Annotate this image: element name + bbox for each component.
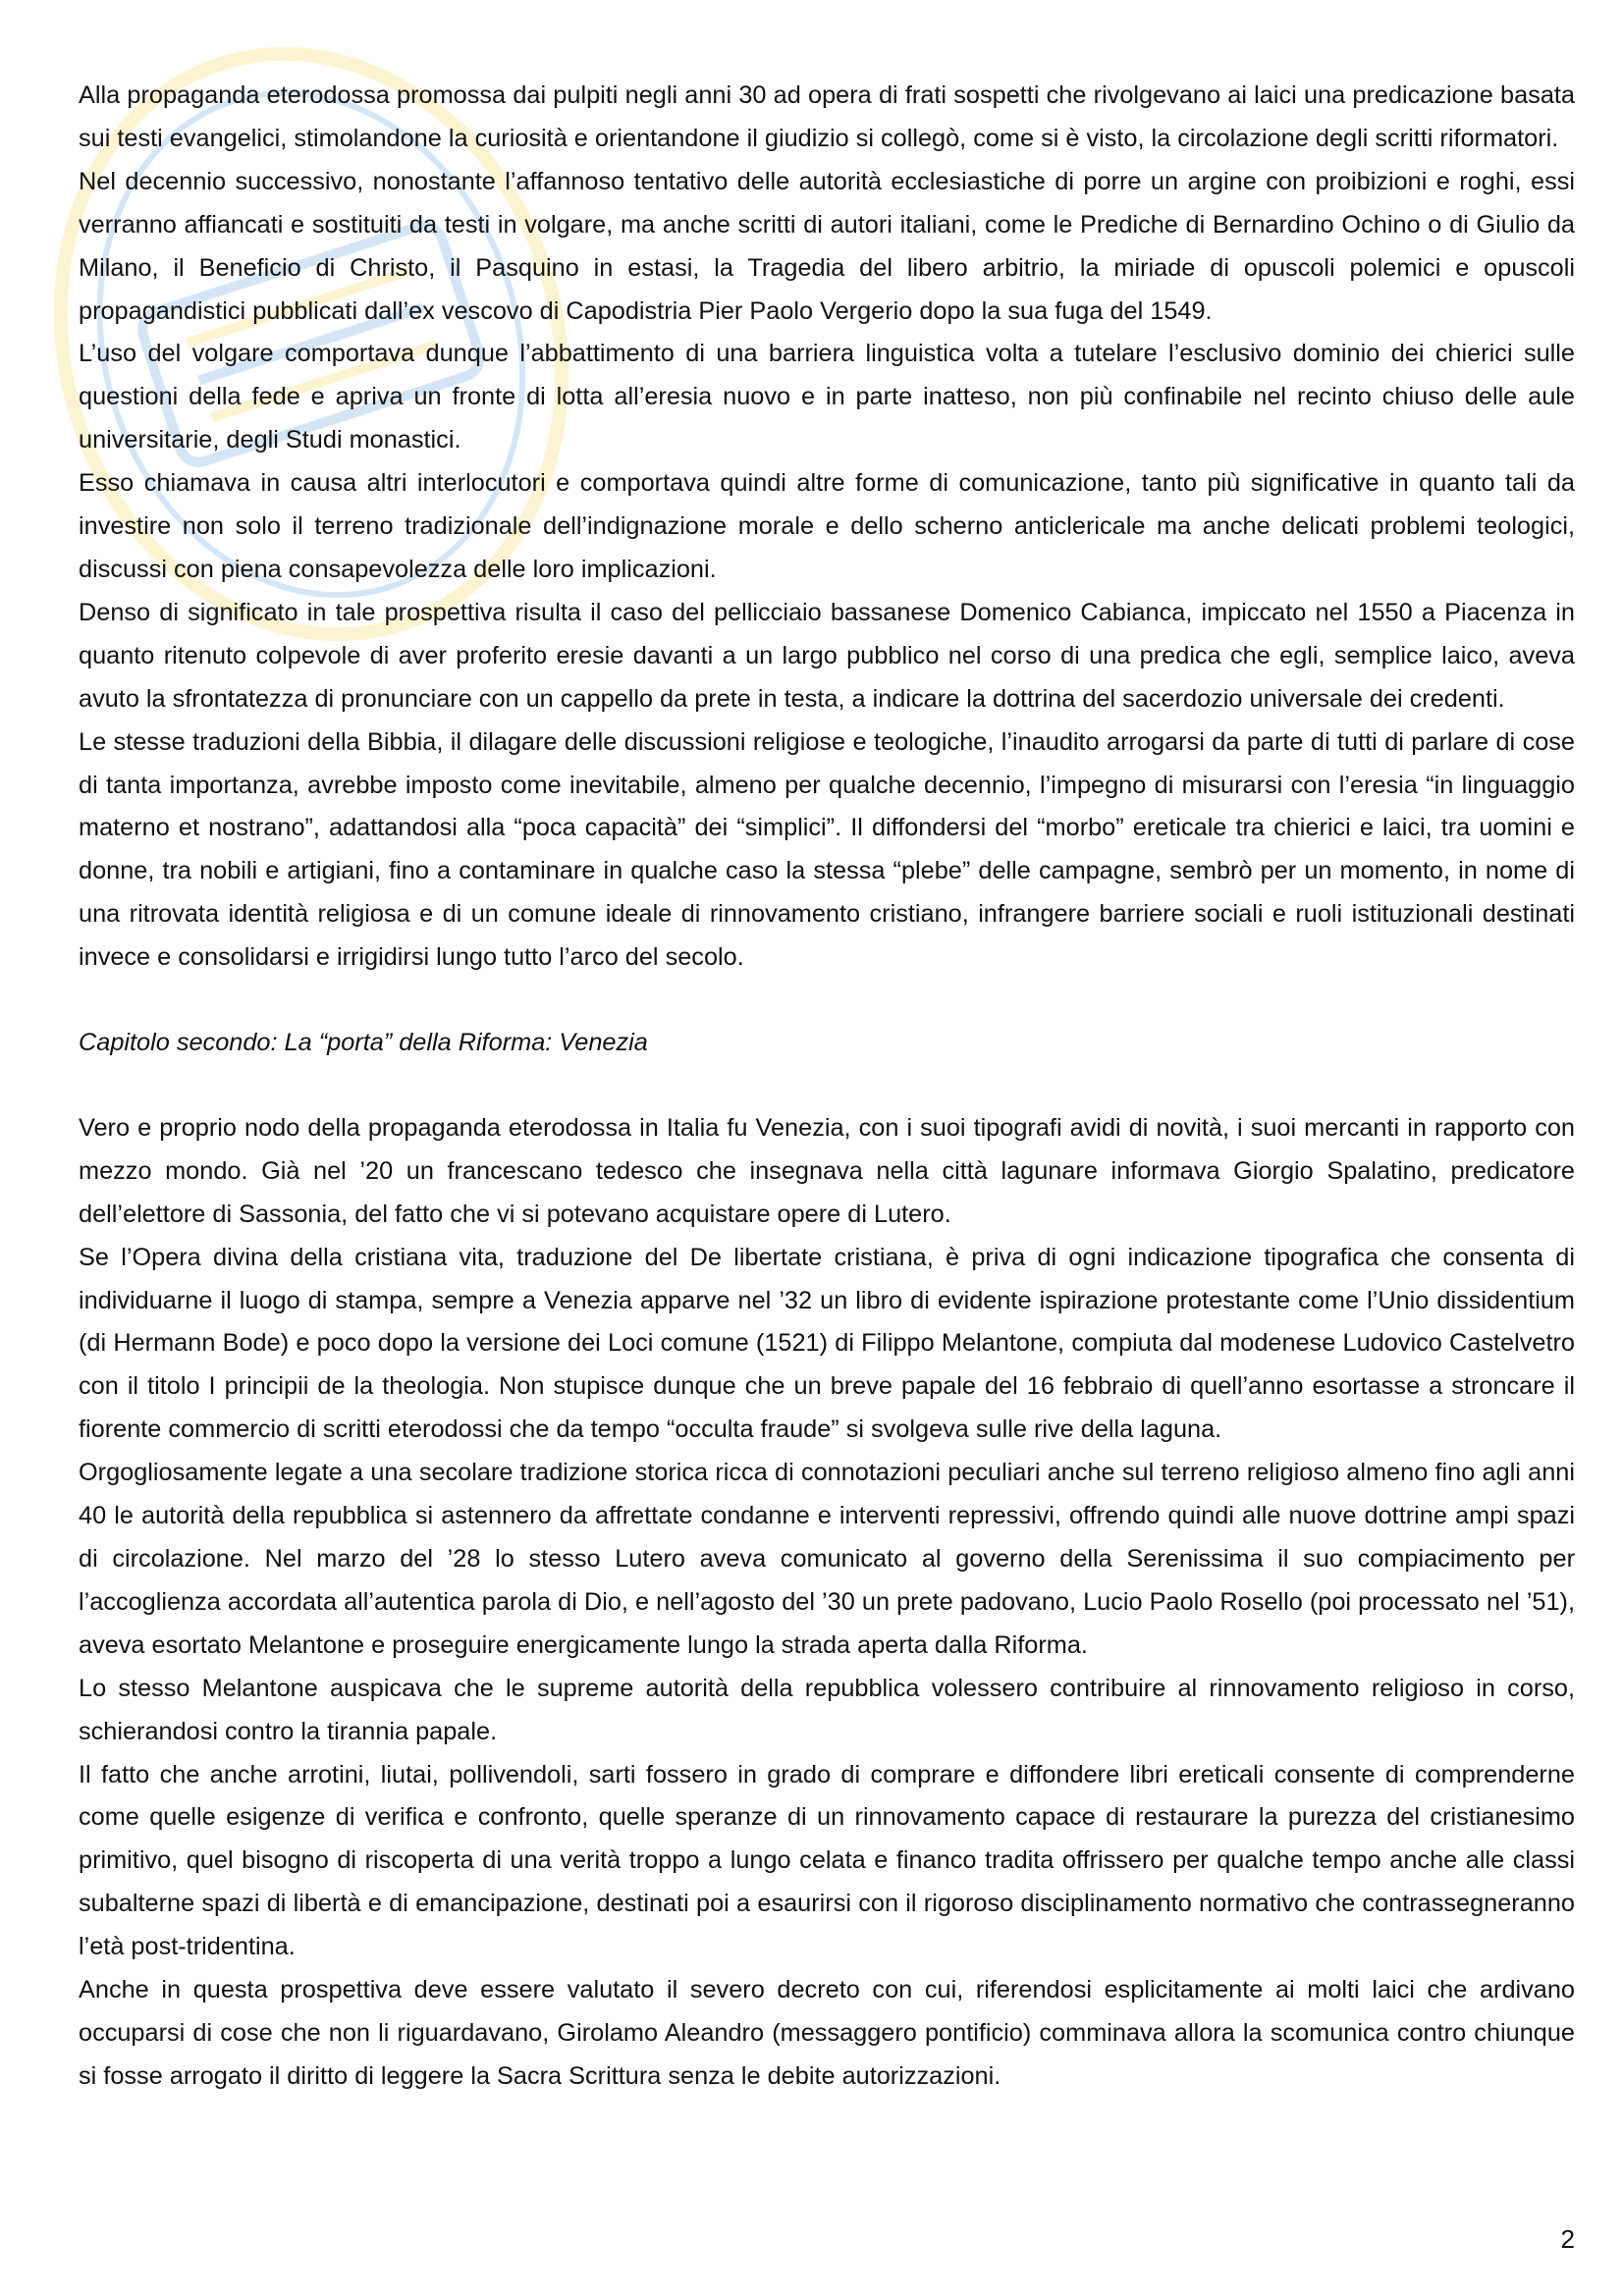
paragraph: L’uso del volgare comportava dunque l’abbattimento di una barriera linguistica volta a tutelare l’esclusivo dominio dei chierici sulle questioni della fede e apriva un fronte di lotta all’eresia nuovo e in parte inatteso, non più confinabile nel recinto chiuso delle aule universitarie, degli Studi monastici. <box>79 340 1575 454</box>
paragraph: Anche in questa prospettiva deve essere valutato il severo decreto con cui, riferendosi esplicitamente ai molti laici che ardivano occuparsi di cose che non li riguardavano, Girolamo Aleandro (messaggero pontificio) comminava allora la scomunica contro chiunque si fosse arrogato il diritto di leggere la Sacra Scrittura senza le debite autorizzazioni. <box>79 1976 1575 2090</box>
paragraph: Esso chiamava in causa altri interlocutori e comportava quindi altre forme di comunicazione, tanto più significative in quanto tali da investire non solo il terreno tradizionale dell’indignazione morale e dello scherno anticlericale ma anche delicati problemi teologici, discussi con piena consapevolezza delle loro implicazioni. <box>79 469 1575 583</box>
paragraph: Le stesse traduzioni della Bibbia, il dilagare delle discussioni religiose e teologiche, l’inaudito arrogarsi da parte di tutti di parlare di cose di tanta importanza, avrebbe imposto come inevitabile, almeno per qualche decennio, l’impegno di misurarsi con l’eresia “in linguaggio materno et nostrano”, adattandosi alla “poca capacità” dei “simplici”. Il diffondersi del “morbo” ereticale tra chierici e laici, tra uomini e donne, tra nobili e artigiani, fino a contaminare in qualche caso la stessa “plebe” delle campagne, sembrò per un momento, in nome di una ritrovata identità religiosa e di un comune ideale di rinnovamento cristiano, infrangere barriere sociali e ruoli istituzionali destinati invece e consolidarsi e irrigidirsi lungo tutto l’arco del secolo. <box>79 727 1575 972</box>
paragraph: Alla propaganda eterodossa promossa dai pulpiti negli anni 30 ad opera di frati sospetti che rivolgevano ai laici una predicazione basata sui testi evangelici, stimolandone la curiosità e orientandone il giudizio si collegò, come si è visto, la circolazione degli scritti riformatori. <box>79 81 1575 152</box>
paragraph: Denso di significato in tale prospettiva risulta il caso del pellicciaio bassanese Domenico Cabianca, impiccato nel 1550 a Piacenza in quanto ritenuto colpevole di aver proferito eresie davanti a un largo pubblico nel corso di una predica che egli, semplice laico, aveva avuto la sfrontatezza di pronunciare con un cappello da prete in testa, a indicare la dottrina del sacerdozio universale dei credenti. <box>79 598 1575 713</box>
paragraph: Lo stesso Melantone auspicava che le supreme autorità della repubblica volessero contribuire al rinnovamento religioso in corso, schierandosi contro la tirannia papale. <box>79 1674 1575 1745</box>
paragraph: Se l’Opera divina della cristiana vita, traduzione del De libertate cristiana, è priva di ogni indicazione tipografica che consenta di individuarne il luogo di stampa, sempre a Venezia apparve nel ’32 un libro di evidente ispirazione protestante come l’Unio dissidentium (di Hermann Bode) e poco dopo la versione dei Loci comune (1521) di Filippo Melantone, compiuta dal modenese Ludovico Castelvetro con il titolo I principii de la theologia. Non stupisce dunque che un breve papale del 16 febbraio di quell’anno esortasse a stroncare il fiorente commercio di scritti eterodossi che da tempo “occulta fraude” si svolgeva sulle rive della laguna. <box>79 1243 1575 1444</box>
paragraph: Il fatto che anche arrotini, liutai, pollivendoli, sarti fossero in grado di comprare e diffondere libri ereticali consente di comprenderne come quelle esigenze di verifica e confronto, quelle speranze di un rinnovamento capace di restaurare la purezza del cristianesimo primitivo, quel bisogno di riscoperta di una verità troppo a lungo celata e financo tradita offrissero per qualche tempo anche alle classi subalterne spazi di libertà e di emancipazione, destinati poi a esaurirsi con il rigoroso disciplinamento normativo che contrassegneranno l’età post-tridentina. <box>79 1760 1575 1961</box>
paragraph: Orgogliosamente legate a una secolare tradizione storica ricca di connotazioni peculiari anche sul terreno religioso almeno fino agli anni 40 le autorità della repubblica si astennero da affrettate condanne e interventi repressivi, offrendo quindi alle nuove dottrine ampi spazi di circolazione. Nel marzo del ’28 lo stesso Lutero aveva comunicato al governo della Serenissima il suo compiacimento per l’accoglienza accordata all’autentica parola di Dio, e nell’agosto del ’30 un prete padovano, Lucio Paolo Rosello (poi processato nel ’51), aveva esortato Melantone e proseguire energicamente lungo la strada aperta dalla Riforma. <box>79 1459 1575 1659</box>
chapter-heading: Capitolo secondo: La “porta” della Riforma: Venezia <box>79 1029 648 1057</box>
page-number: 2 <box>1560 2224 1575 2254</box>
paragraph: Nel decennio successivo, nonostante l’affannoso tentativo delle autorità ecclesiastiche di porre un argine con proibizioni e roghi, essi verranno affiancati e sostituiti da testi in volgare, ma anche scritti di autori italiani, come le Prediche di Bernardino Ochino o di Giulio da Milano, il Beneficio di Christo, il Pasquino in estasi, la Tragedia del libero arbitrio, la miriade di opuscoli polemici e opuscoli propagandistici pubblicati dall’ex vescovo di Capodistria Pier Paolo Vergerio dopo la sua fuga del 1549. <box>79 167 1575 325</box>
document-body <box>79 75 1575 2099</box>
paragraph: Vero e proprio nodo della propaganda eterodossa in Italia fu Venezia, con i suoi tipografi avidi di novità, i suoi mercanti in rapporto con mezzo mondo. Già nel ’20 un francescano tedesco che insegnava nella città lagunare informava Giorgio Spalatino, predicatore dell’elettore di Sassonia, del fatto che vi si potevano acquistare opere di Lutero. <box>79 1113 1575 1228</box>
